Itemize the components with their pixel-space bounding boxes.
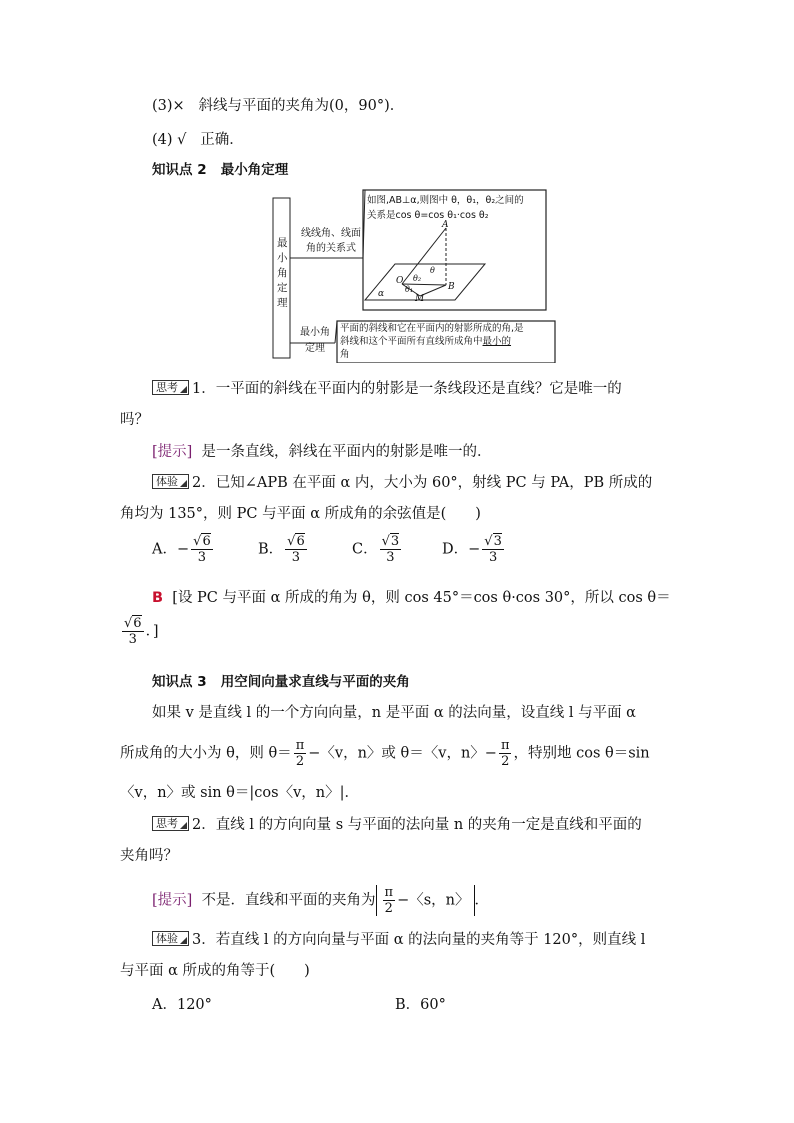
item-3: (3)× 斜线与平面的夹角为(0，90°)． xyxy=(152,98,405,114)
para-3-b: 所成角的大小为 θ，则 θ＝ $\frac{\pi}{2}$ −〈v，n〉或 θ＝〈v，n〉− $\frac{\pi}{2}$ ，特别地 cos θ＝sin xyxy=(120,738,650,769)
answer-2: B [设 PC 与平面 α 所成的角为 θ，则 cos 45°＝cos θ·cos 30°，所以 cos θ＝ xyxy=(152,590,671,606)
section-heading-3: 知识点 3 用空间向量求直线与平面的夹角 xyxy=(152,674,410,690)
option-c: C． $\frac{√3}{3}$ xyxy=(352,534,400,565)
exp-3-cont: 与平面 α 所成的角等于( ) xyxy=(120,963,310,979)
label-A: A xyxy=(442,220,449,230)
option-a: A．− $\frac{√6}{3}$ xyxy=(152,534,211,565)
exp-3-option-a: A．120° xyxy=(152,997,212,1013)
think-1: 思考 1．一平面的斜线在平面内的射影是一条线段还是直线？它是唯一的 xyxy=(152,379,622,399)
box-1-text: 如图,AB⊥α,则图中 θ，θ₁，θ₂之间的 关系是cos θ=cos θ₁·cos θ₂ xyxy=(367,195,524,221)
label-O: O xyxy=(396,276,404,286)
exp-tag: 体验 xyxy=(152,474,189,489)
min-angle-diagram xyxy=(270,188,560,363)
answer-2-cont: $\frac{√6}{3}$ ．] xyxy=(124,616,159,647)
exp-2-cont: 角均为 135°，则 PC 与平面 α 所成角的余弦值是( ) xyxy=(120,506,481,522)
label-theta1: θ₁ xyxy=(405,285,414,294)
hint-1: [提示] 是一条直线，斜线在平面内的射影是唯一的． xyxy=(152,444,492,460)
label-theta: θ xyxy=(430,266,435,275)
item-4: (4) √ 正确． xyxy=(152,132,244,148)
option-b: B． $\frac{√6}{3}$ xyxy=(258,534,305,565)
para-3-c: 〈v，n〉或 sin θ＝|cos〈v，n〉|． xyxy=(120,785,359,801)
label-M: M xyxy=(415,294,425,304)
exp-3: 体验 3．若直线 l 的方向向量与平面 α 的法向量的夹角等于 120°，则直线 l xyxy=(152,930,645,950)
box-2-text: 平面的斜线和它在平面内的射影所成的角,是 斜线和这个平面所有直线所成角中最小的 角 xyxy=(340,323,524,360)
label-theta2: θ₂ xyxy=(413,274,422,283)
think-tag: 思考 xyxy=(152,380,189,395)
branch-2-label: 最小角 定理 xyxy=(300,327,330,354)
para-3-a: 如果 v 是直线 l 的一个方向向量，n 是平面 α 的法向量，设直线 l 与平面 α xyxy=(152,705,636,721)
think-2-cont: 夹角吗？ xyxy=(120,848,178,864)
think-2: 思考 2．直线 l 的方向向量 s 与平面的法向量 n 的夹角一定是直线和平面的 xyxy=(152,815,642,835)
section-heading-2: 知识点 2 最小角定理 xyxy=(152,162,289,178)
root-label: 最 小 角 定 理 xyxy=(277,237,288,309)
exp-3-option-b: B．60° xyxy=(395,997,446,1013)
branch-1-label: 线线角、线面 角的关系式 xyxy=(301,228,361,254)
exp-2: 体验 2．已知∠APB 在平面 α 内，大小为 60°，射线 PC 与 PA，PB 所成的 xyxy=(152,473,652,493)
answer-letter: B xyxy=(152,590,164,606)
option-d: D．− $\frac{√3}{3}$ xyxy=(442,534,502,565)
label-alpha: α xyxy=(378,289,385,299)
label-B: B xyxy=(448,282,455,292)
think-1-cont: 吗？ xyxy=(120,412,149,428)
hint-2: [提示] 不是．直线和平面的夹角为 $\frac{\pi}{2}$ −〈s，n〉 ． xyxy=(152,885,490,916)
